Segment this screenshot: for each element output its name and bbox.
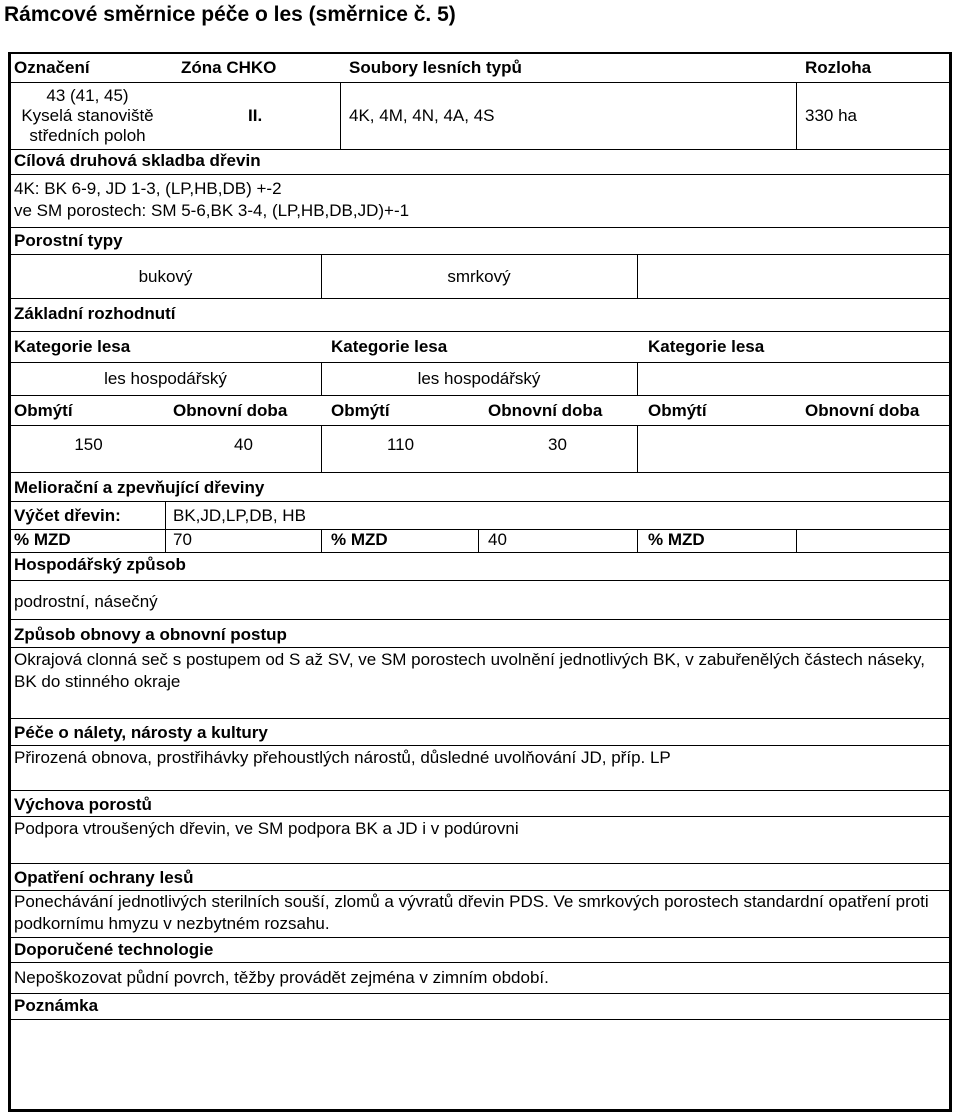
- rotation-label-2: Obmýtí: [331, 401, 390, 420]
- stand-type-cell-2: [321, 254, 638, 299]
- amelioration-label: Meliorační a zpevňující dřeviny: [14, 478, 265, 497]
- species-list-label: Výčet dřevin:: [14, 506, 121, 525]
- divider: [340, 82, 341, 149]
- species-composition-line-1: 4K: BK 6-9, JD 1-3, (LP,HB,DB) +-2: [14, 179, 282, 198]
- stand-type-1: bukový: [138, 267, 193, 286]
- divider: [10, 501, 950, 502]
- category-cell-1: [10, 362, 322, 396]
- protection-text: Ponechávání jednotlivých sterilních souší, zlomů a vývratů dřevin PDS. Ve smrkových porostech standardní opatření proti podkornímu hmyzu v nezbytném rozsahu.: [14, 892, 929, 933]
- regen-period-value-1: 40: [234, 435, 253, 454]
- header-zone: Zóna CHKO: [181, 58, 277, 77]
- zone-value: II.: [248, 106, 263, 125]
- designation-name-2: středních poloh: [29, 126, 146, 145]
- divider: [10, 174, 950, 175]
- divider: [796, 529, 797, 552]
- management-value: podrostní, násečný: [14, 592, 158, 611]
- divider: [796, 82, 797, 149]
- designation-name-1: Kyselá stanoviště: [21, 106, 154, 125]
- forest-category-2: les hospodářský: [417, 369, 541, 388]
- forest-types-value: 4K, 4M, 4N, 4A, 4S: [349, 106, 495, 125]
- divider: [10, 619, 950, 620]
- divider: [165, 501, 166, 552]
- header-area: Rozloha: [805, 58, 872, 77]
- forest-category-label-3: Kategorie lesa: [648, 337, 765, 356]
- mzd-value-2: 40: [488, 530, 507, 549]
- species-list-value: BK,JD,LP,DB, HB: [173, 506, 306, 525]
- regeneration-label: Způsob obnovy a obnovní postup: [14, 625, 287, 644]
- rotation-cell-3: [637, 425, 950, 473]
- divider: [637, 529, 638, 552]
- divider: [10, 149, 950, 150]
- divider: [10, 790, 950, 791]
- regen-period-label-2: Obnovní doba: [488, 401, 603, 420]
- divider: [10, 580, 950, 581]
- divider: [478, 529, 479, 552]
- species-composition-label: Cílová druhová skladba dřevin: [14, 151, 261, 170]
- rotation-cell-1: [10, 425, 322, 473]
- divider: [10, 82, 950, 83]
- tending-text: Podpora vtroušených dřevin, ve SM podpora BK a JD i v podúrovni: [14, 819, 519, 838]
- young-care-text: Přirozená obnova, prostřihávky přehoustlých nárostů, důsledné uvolňování JD, příp. LP: [14, 748, 671, 767]
- divider: [10, 816, 950, 817]
- divider: [10, 331, 950, 332]
- regeneration-text: Okrajová clonná seč s postupem od S až SV, ve SM porostech uvolnění jednotlivých BK, v zabuřenělých částech náseky, BK do stinného okraje: [14, 650, 925, 691]
- tending-label: Výchova porostů: [14, 795, 152, 814]
- rotation-cell-2: [321, 425, 638, 473]
- header-designation: Označení: [14, 58, 90, 77]
- divider: [10, 1019, 950, 1020]
- category-cell-2: [321, 362, 638, 396]
- mzd-value-1: 70: [173, 530, 192, 549]
- mzd-label-2: % MZD: [331, 530, 388, 549]
- regen-period-label-1: Obnovní doba: [173, 401, 288, 420]
- mzd-label-3: % MZD: [648, 530, 705, 549]
- protection-label: Opatření ochrany lesů: [14, 868, 194, 887]
- rotation-label-1: Obmýtí: [14, 401, 73, 420]
- technology-label: Doporučené technologie: [14, 940, 214, 959]
- designation-code: 43 (41, 45): [46, 86, 129, 105]
- basic-decision-label: Základní rozhodnutí: [14, 304, 176, 323]
- divider: [10, 718, 950, 719]
- page-title: Rámcové směrnice péče o les (směrnice č. 5): [4, 3, 456, 26]
- rotation-label-3: Obmýtí: [648, 401, 707, 420]
- species-composition-line-2: ve SM porostech: SM 5-6,BK 3-4, (LP,HB,DB,JD)+-1: [14, 201, 410, 220]
- divider: [10, 745, 950, 746]
- divider: [10, 962, 950, 963]
- divider: [321, 529, 322, 552]
- regen-period-label-3: Obnovní doba: [805, 401, 920, 420]
- rotation-value-2: 110: [386, 435, 415, 454]
- young-care-label: Péče o nálety, nárosty a kultury: [14, 723, 268, 742]
- stand-type-2: smrkový: [447, 267, 511, 286]
- area-value: 330 ha: [805, 106, 857, 125]
- stand-type-cell-3: [637, 254, 950, 299]
- regen-period-value-2: 30: [548, 435, 567, 454]
- category-cell-3: [637, 362, 950, 396]
- forest-category-1: les hospodářský: [104, 369, 227, 388]
- stand-type-cell-1: [10, 254, 322, 299]
- technology-text: Nepoškozovat půdní povrch, těžby provádět zejména v zimním období.: [14, 968, 549, 987]
- divider: [10, 227, 950, 228]
- note-label: Poznámka: [14, 996, 99, 1015]
- forest-category-label-1: Kategorie lesa: [14, 337, 131, 356]
- divider: [10, 863, 950, 864]
- management-label: Hospodářský způsob: [14, 555, 186, 574]
- divider: [10, 937, 950, 938]
- divider: [10, 552, 950, 553]
- divider: [10, 993, 950, 994]
- divider: [10, 647, 950, 648]
- mzd-label-1: % MZD: [14, 530, 71, 549]
- header-forest-types: Soubory lesních typů: [349, 58, 522, 77]
- rotation-value-1: 150: [74, 435, 103, 454]
- forest-category-label-2: Kategorie lesa: [331, 337, 448, 356]
- stand-types-label: Porostní typy: [14, 231, 123, 250]
- divider: [10, 529, 950, 530]
